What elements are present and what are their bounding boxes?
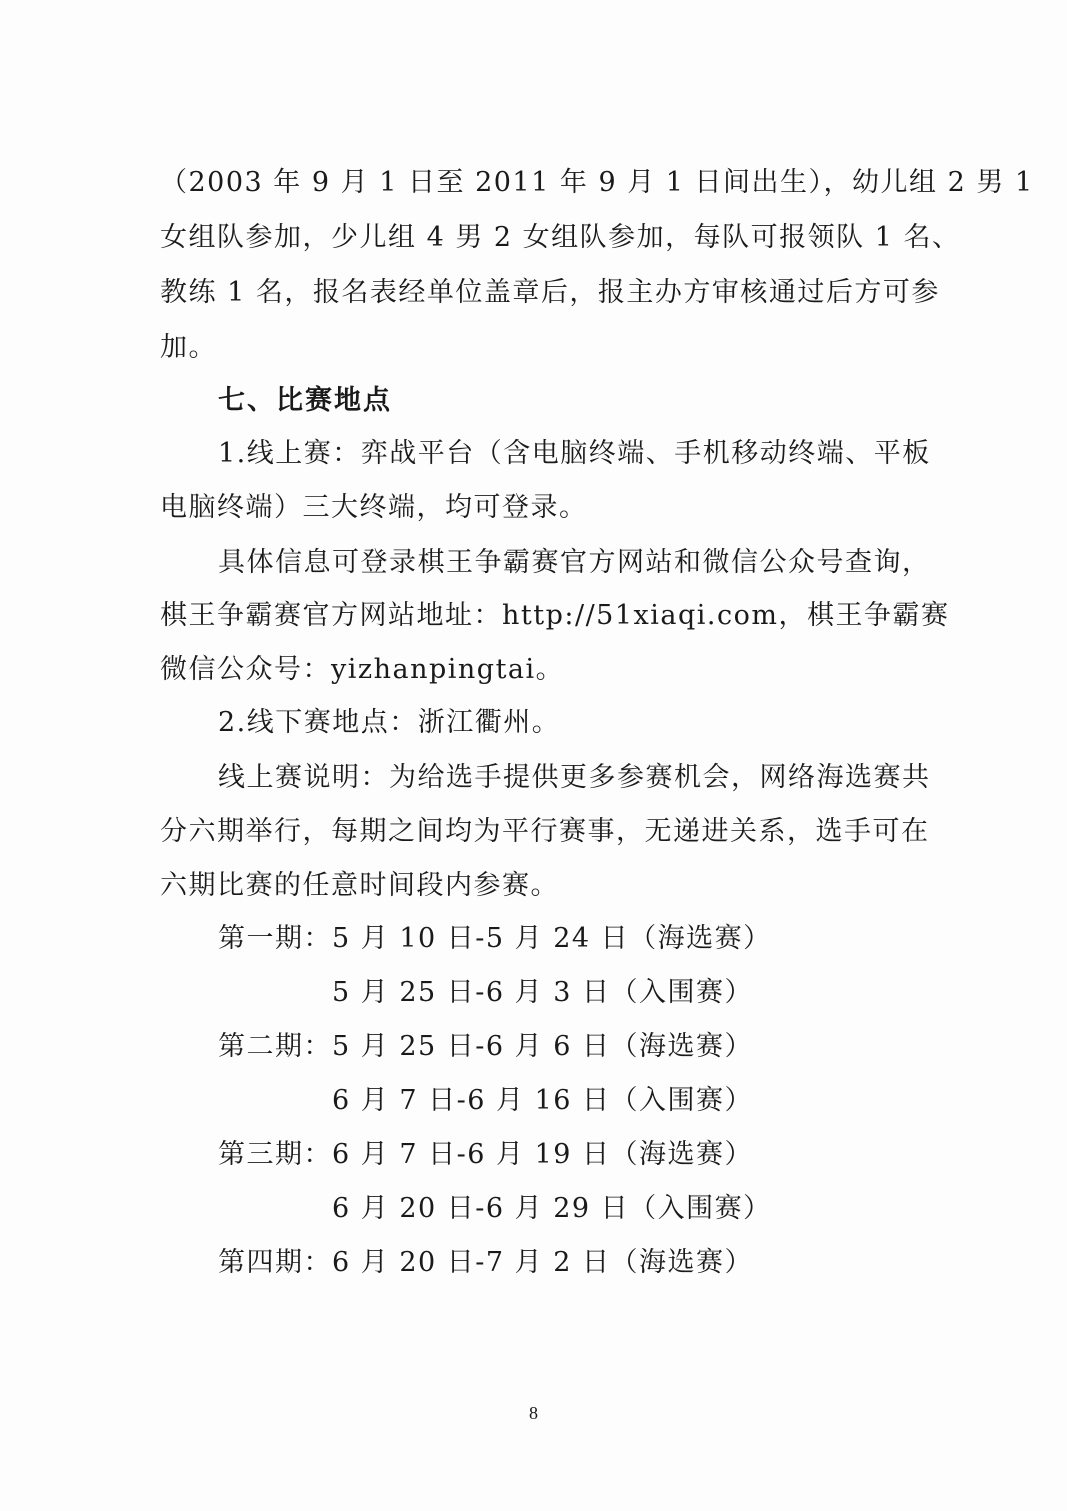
paragraph-line: 加。	[160, 332, 217, 363]
paragraph-line: 1.线上赛：弈战平台（含电脑终端、手机移动终端、平板	[218, 438, 931, 469]
paragraph-line: 2.线下赛地点：浙江衢州。	[218, 707, 561, 738]
schedule-entry: 6 月 20 日-6 月 29 日（入围赛）	[332, 1193, 772, 1224]
paragraph-line: 棋王争霸赛官方网站地址：http://51xiaqi.com，棋王争霸赛	[160, 600, 950, 631]
paragraph-line: 电脑终端）三大终端，均可登录。	[160, 492, 588, 523]
page-number: 8	[529, 1403, 538, 1423]
schedule-period-label: 第三期：	[218, 1139, 332, 1170]
schedule-period-label: 第一期：	[218, 923, 332, 954]
paragraph-line: 线上赛说明：为给选手提供更多参赛机会，网络海选赛共	[218, 762, 931, 793]
paragraph-line: （2003 年 9 月 1 日至 2011 年 9 月 1 日间出生），幼儿组 2 男 1	[160, 167, 1034, 198]
paragraph-line: 教练 1 名，报名表经单位盖章后，报主办方审核通过后方可参	[160, 277, 940, 308]
schedule-entry: 5 月 10 日-5 月 24 日（海选赛）	[332, 923, 772, 954]
schedule-entry: 5 月 25 日-6 月 6 日（海选赛）	[332, 1031, 754, 1062]
schedule-entry: 5 月 25 日-6 月 3 日（入围赛）	[332, 977, 754, 1008]
paragraph-line: 六期比赛的任意时间段内参赛。	[160, 870, 559, 901]
paragraph-line: 女组队参加，少儿组 4 男 2 女组队参加，每队可报领队 1 名、	[160, 222, 961, 253]
schedule-period-label: 第四期：	[218, 1247, 332, 1278]
schedule-entry: 6 月 20 日-7 月 2 日（海选赛）	[332, 1247, 754, 1278]
schedule-entry: 6 月 7 日-6 月 19 日（海选赛）	[332, 1139, 754, 1170]
schedule-period-label: 第二期：	[218, 1031, 332, 1062]
schedule-entry: 6 月 7 日-6 月 16 日（入围赛）	[332, 1085, 754, 1116]
section-heading: 七、比赛地点	[218, 385, 392, 416]
paragraph-line: 具体信息可登录棋王争霸赛官方网站和微信公众号查询，	[218, 547, 931, 578]
paragraph-line: 分六期举行，每期之间均为平行赛事，无递进关系，选手可在	[160, 816, 930, 847]
paragraph-line: 微信公众号：yizhanpingtai。	[160, 654, 565, 685]
